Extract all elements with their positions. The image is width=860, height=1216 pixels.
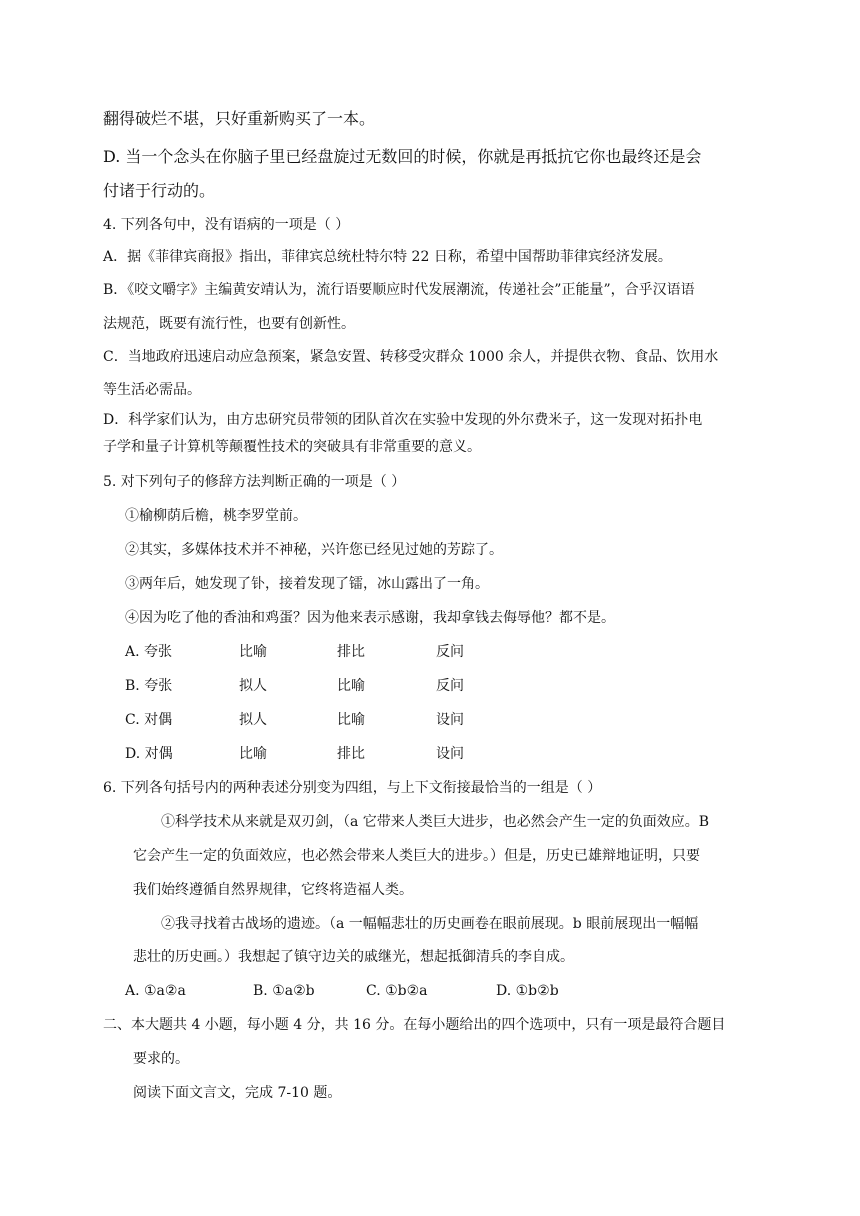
q5-option-label: C. 对偶 — [125, 712, 173, 728]
q4-option-d-line2: 子学和量子计算机等颠覆性技术的突破具有非常重要的意义。 — [103, 439, 481, 455]
q5-option-cell: 排比 — [337, 644, 365, 660]
q5-option-cell: 排比 — [337, 746, 365, 762]
q4-option-b-line2: 法规范，既要有流行性，也要有创新性。 — [103, 316, 355, 332]
q6-passage-1-line2: 它会产生一定的负面效应，也必然会带来人类巨大的进步。）但是，历史已雄辩地证明，只要 — [133, 848, 700, 864]
section-2-header-line1: 二、本大题共 4 小题，每小题 4 分，共 16 分。在每小题给出的四个选项中，只有一项是最符合题目 — [103, 1017, 726, 1033]
q6-passage-1-line3: 我们始终遵循自然界规律，它终将造福人类。 — [133, 882, 413, 898]
q5-option-cell: 设问 — [436, 712, 464, 728]
q6-passage-2-line2: 悲壮的历史画。）我想起了镇守边关的戚继光，想起抵御清兵的李自成。 — [133, 949, 574, 965]
q5-option-cell: 比喻 — [239, 746, 267, 762]
q5-option-cell: 比喻 — [337, 678, 365, 694]
q5-option-cell: 拟人 — [239, 712, 267, 728]
q4-option-a: A．据《菲律宾商报》指出，菲律宾总统杜特尔特 22 日称，希望中国帮助菲律宾经济发展。 — [103, 249, 672, 265]
q5-option-label: A. 夸张 — [125, 644, 173, 660]
q6-passage-2-line1: ②我寻找着古战场的遗迹。（a 一幅幅悲壮的历史画卷在眼前展现。b 眼前展现出一幅幅 — [161, 916, 699, 932]
q4-option-c-line1: C．当地政府迅速启动应急预案，紧急安置、转移受灾群众 1000 余人，并提供衣物、食品、饮用水 — [103, 349, 719, 365]
q3-option-c-tail: 翻得破烂不堪，只好重新购买了一本。 — [103, 109, 376, 128]
q3-option-d-line1: D. 当一个念头在你脑子里已经盘旋过无数回的时候，你就是再抵抗它你也最终还是会 — [103, 147, 702, 166]
q5-option-label: D. 对偶 — [125, 746, 173, 762]
q5-option-cell: 比喻 — [239, 644, 267, 660]
q5-sentence-4: ④因为吃了他的香油和鸡蛋？因为他来表示感谢，我却拿钱去侮辱他？都不是。 — [125, 610, 615, 626]
q5-stem: 5. 对下列句子的修辞方法判断正确的一项是（ ） — [103, 474, 406, 490]
q6-option-a: A. ①a②a — [125, 983, 186, 999]
section-2-header-line2: 要求的。 — [133, 1051, 189, 1067]
q5-option-cell: 反问 — [436, 644, 464, 660]
q6-stem: 6. 下列各句括号内的两种表述分别变为四组，与上下文衔接最恰当的一组是（ ） — [103, 780, 602, 796]
q5-sentence-2: ②其实，多媒体技术并不神秘，兴许您已经见过她的芳踪了。 — [125, 542, 503, 558]
q4-option-b-line1: B．《咬文嚼字》主编黄安靖认为，流行语要顺应时代发展潮流，传递社会”正能量”，合乎汉语语 — [103, 282, 695, 298]
q6-passage-1-line1: ①科学技术从来就是双刃剑，（a 它带来人类巨大进步，也必然会产生一定的负面效应。B — [161, 814, 710, 830]
q4-option-c-line2: 等生活必需品。 — [103, 382, 201, 398]
section-2-instruction: 阅读下面文言文，完成 7-10 题。 — [133, 1085, 342, 1101]
q5-option-cell: 反问 — [436, 678, 464, 694]
q5-sentence-1: ①榆柳荫后檐，桃李罗堂前。 — [125, 508, 307, 524]
q6-option-d: D. ①b②b — [496, 983, 559, 999]
q4-option-d-line1: D．科学家们认为，由方忠研究员带领的团队首次在实验中发现的外尔费米子，这一发现对拓扑电 — [103, 412, 703, 428]
q4-stem: 4. 下列各句中，没有语病的一项是（ ） — [103, 217, 350, 233]
q5-option-cell: 拟人 — [239, 678, 267, 694]
q5-option-cell: 设问 — [436, 746, 464, 762]
q6-option-c: C. ①b②a — [366, 983, 428, 999]
q5-sentence-3: ③两年后，她发现了钋，接着发现了镭，冰山露出了一角。 — [125, 576, 489, 592]
q3-option-d-line2: 付诸于行动的。 — [103, 181, 216, 200]
q5-option-label: B. 夸张 — [125, 678, 173, 694]
q6-option-b: B. ①a②b — [253, 983, 315, 999]
q5-option-cell: 比喻 — [337, 712, 365, 728]
